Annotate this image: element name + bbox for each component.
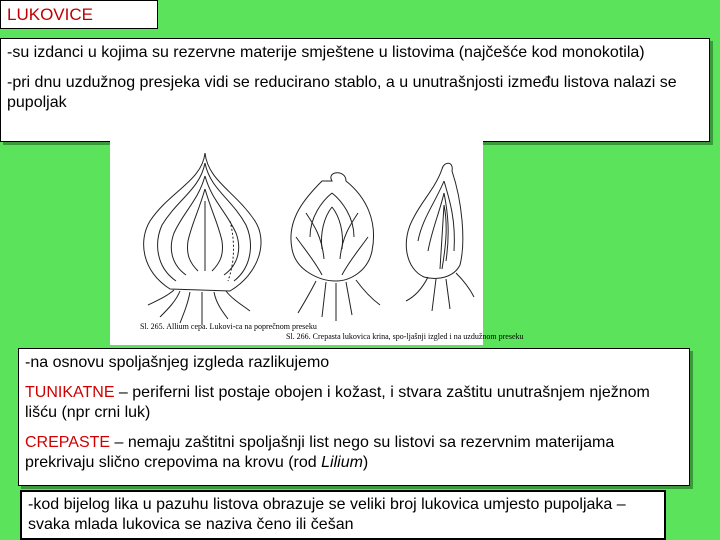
bulb-drawings [110,141,524,345]
caption-right: Sl. 266. Crepasta lukovica krina, spo-ljašnji izgled i na uzdužnom preseku [286,332,524,341]
crepaste-genus: Lilium [321,454,363,471]
caption-left: Sl. 265. Allium cepa. Lukovi-ca na poprečnom preseku [140,322,317,331]
crepaste-text: – nemaju zaštitni spoljašnji list nego su listovi sa rezervnim materijama prekrivaju slično crepovima na krovu (rod [25,434,615,471]
page-title: LUKOVICE [7,5,93,24]
crepaste-term: CREPASTE [25,434,111,451]
lily-bulb-exterior [291,173,380,321]
types-intro: -na osnovu spoljašnjeg izgleda razlikujemo [25,354,330,371]
tunikatne-term: TUNIKATNE [25,384,115,401]
intro-text-box [0,38,710,142]
tunikatne-paragraph [25,383,683,423]
note-box [20,490,666,540]
crepaste-end: ) [362,454,369,471]
intro-line-2: -pri dnu uzdužnog presjeka vidi se reducirano stablo, a u unutrašnjosti između listova nalazi se pupoljak [7,74,677,111]
note-text: -kod bijelog lika u pazuhu listova obrazuje se veliki broj lukovica umjesto pupoljaka –svaka mlada lukovica se naziva čeno ili češan [28,496,626,533]
title-box [0,0,158,29]
lily-bulb-section [406,163,474,311]
tunikatne-text: – periferni list postaje obojen i kožast, i stvara zaštitu unutrašnjem nježnom lišću (npr crni luk) [25,384,650,421]
onion-drawing [144,153,261,325]
bulb-types-box [18,348,690,486]
intro-line-1: -su izdanci u kojima su rezervne materije smještene u listovima (najčešće kod monokotila) [7,44,645,61]
crepaste-paragraph [25,433,683,473]
bulb-illustration [110,141,524,345]
